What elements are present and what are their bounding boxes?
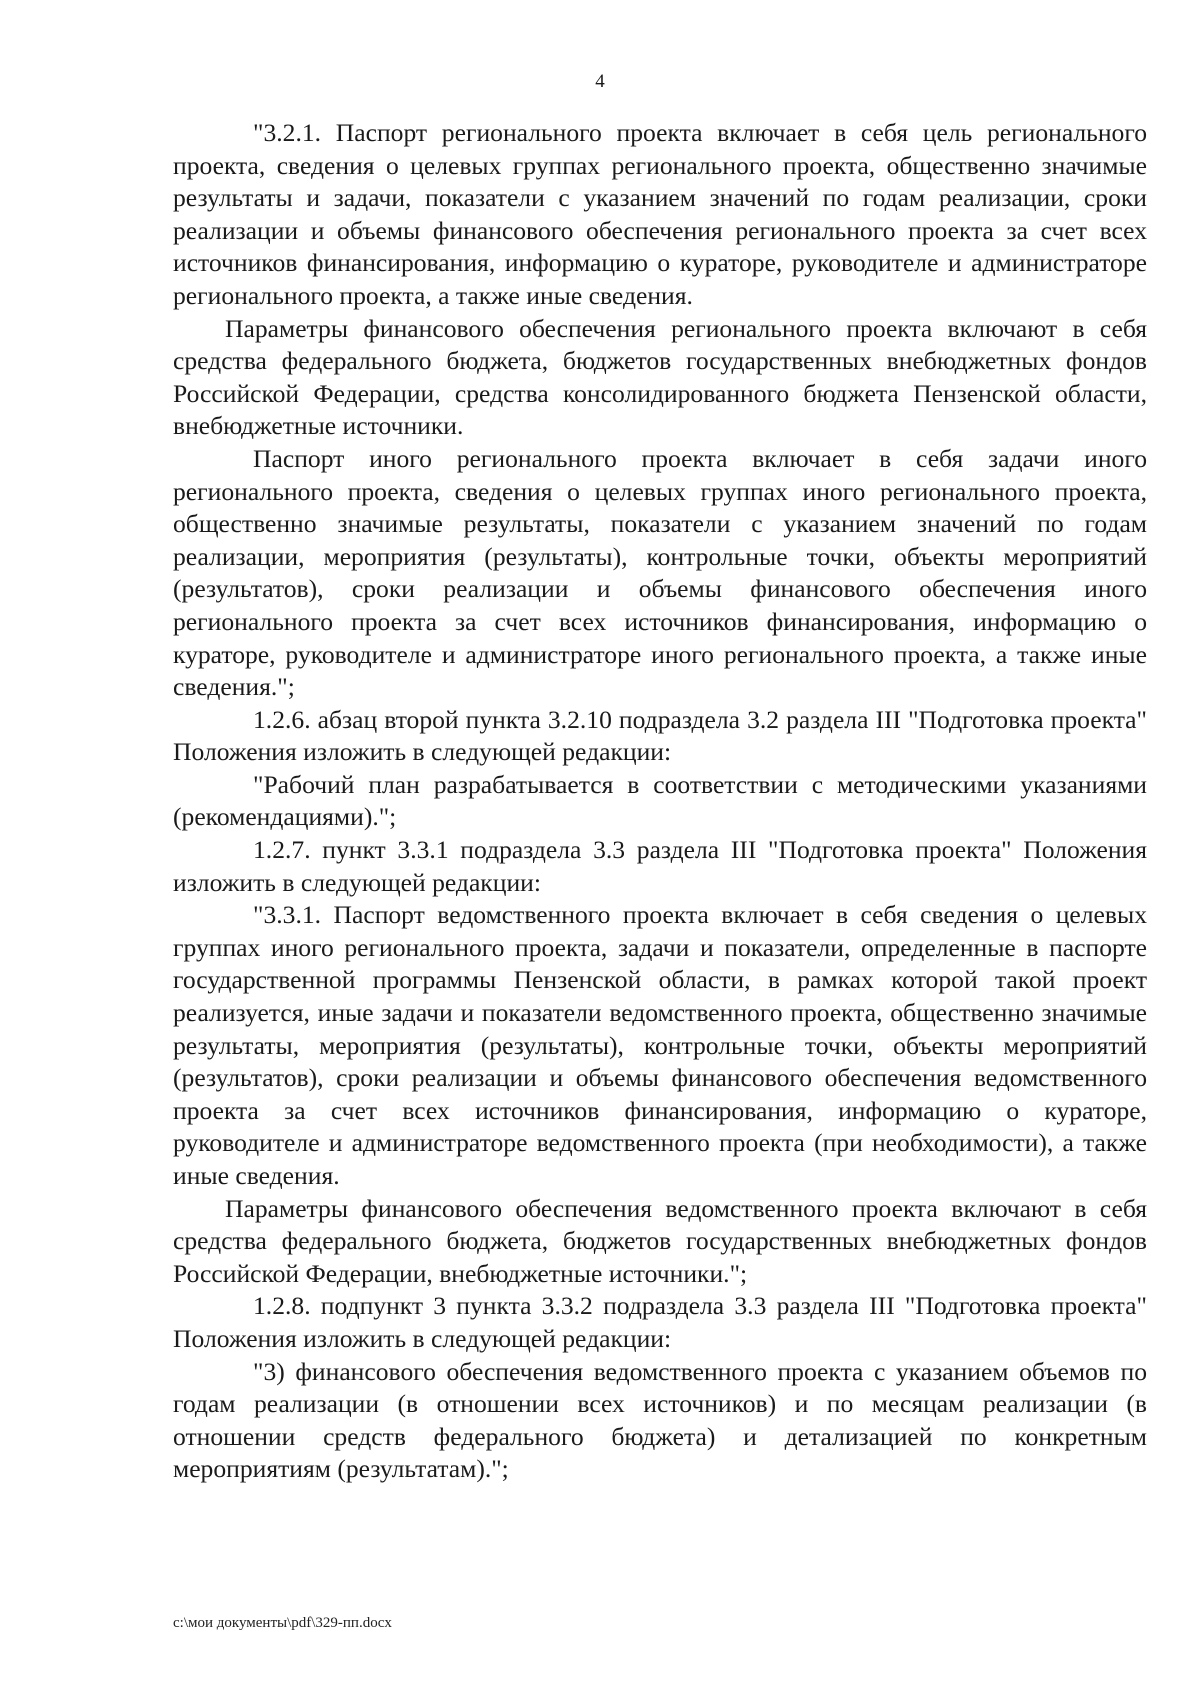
paragraph-subitem-3: "3) финансового обеспечения ведомственного проекта с указанием объемов по годам реализации (в отношении всех источников) и по месяцам реализации (в отношении средств федерального бюджета) и детализацией по конкретным мероприятиям (результатам).";	[173, 1356, 1147, 1484]
paragraph-3-2-1: "3.2.1. Паспорт регионального проекта включает в себя цель регионального проекта, сведения о целевых группах регионального проекта, общественно значимые результаты и задачи, показатели с указанием значений по годам реализации, сроки реализации и объемы финансового обеспечения регионального проекта за счет всех источников финансирования, информацию о кураторе, руководителе и администраторе регионального проекта, а также иные сведения.	[173, 118, 1147, 310]
paragraph-3-3-1: "3.3.1. Паспорт ведомственного проекта включает в себя сведения о целевых группах иного регионального проекта, задачи и показатели, определенные в паспорте государственной программы Пензенской области, в рамках которой такой проект реализуется, иные задачи и показатели ведомственного проекта, общественно значимые результаты, мероприятия (результаты), контрольные точки, объекты мероприятий (результатов), сроки реализации и объемы финансового обеспечения ведомственного проекта за счет всех источников финансирования, информацию о кураторе, руководителе и администраторе ведомственного проекта (при необходимости), а также иные сведения.	[173, 900, 1147, 1190]
paragraph-1-2-7: 1.2.7. пункт 3.3.1 подраздела 3.3 раздела III "Подготовка проекта" Положения изложить в следующей редакции:	[173, 835, 1147, 897]
footer-file-path: c:\мои документы\pdf\329-пп.docx	[173, 1615, 392, 1631]
paragraph-other-regional-passport: Паспорт иного регионального проекта включает в себя задачи иного регионального проекта, сведения о целевых группах иного регионального проекта, общественно значимые результаты, показатели с указанием значений по годам реализации, мероприятия (результаты), контрольные точки, объекты мероприятий (результатов), сроки реализации и объемы финансового обеспечения иного регионального проекта за счет всех источников финансирования, информацию о кураторе, руководителе и администраторе иного регионального проекта, а также иные сведения.";	[173, 443, 1147, 702]
paragraph-1-2-8: 1.2.8. подпункт 3 пункта 3.3.2 подраздела 3.3 раздела III "Подготовка проекта" Положения изложить в следующей редакции:	[173, 1291, 1147, 1353]
page-number: 4	[595, 71, 605, 92]
paragraph-1-2-6: 1.2.6. абзац второй пункта 3.2.10 подраздела 3.2 раздела III "Подготовка проекта" Положения изложить в следующей редакции:	[173, 704, 1147, 767]
paragraph-financial-parameters-departmental: Параметры финансового обеспечения ведомственного проекта включают в себя средства федерального бюджета, бюджетов государственных внебюджетных фондов Российской Федерации, внебюджетные источники.";	[173, 1193, 1147, 1288]
paragraph-work-plan: "Рабочий план разрабатывается в соответствии с методическими указаниями (рекомендациями).";	[173, 769, 1147, 832]
paragraph-financial-parameters-regional: Параметры финансового обеспечения регионального проекта включают в себя средства федерального бюджета, бюджетов государственных внебюджетных фондов Российской Федерации, средства консолидированного бюджета Пензенской области, внебюджетные источники.	[173, 313, 1147, 441]
document-body	[173, 117, 1147, 1486]
